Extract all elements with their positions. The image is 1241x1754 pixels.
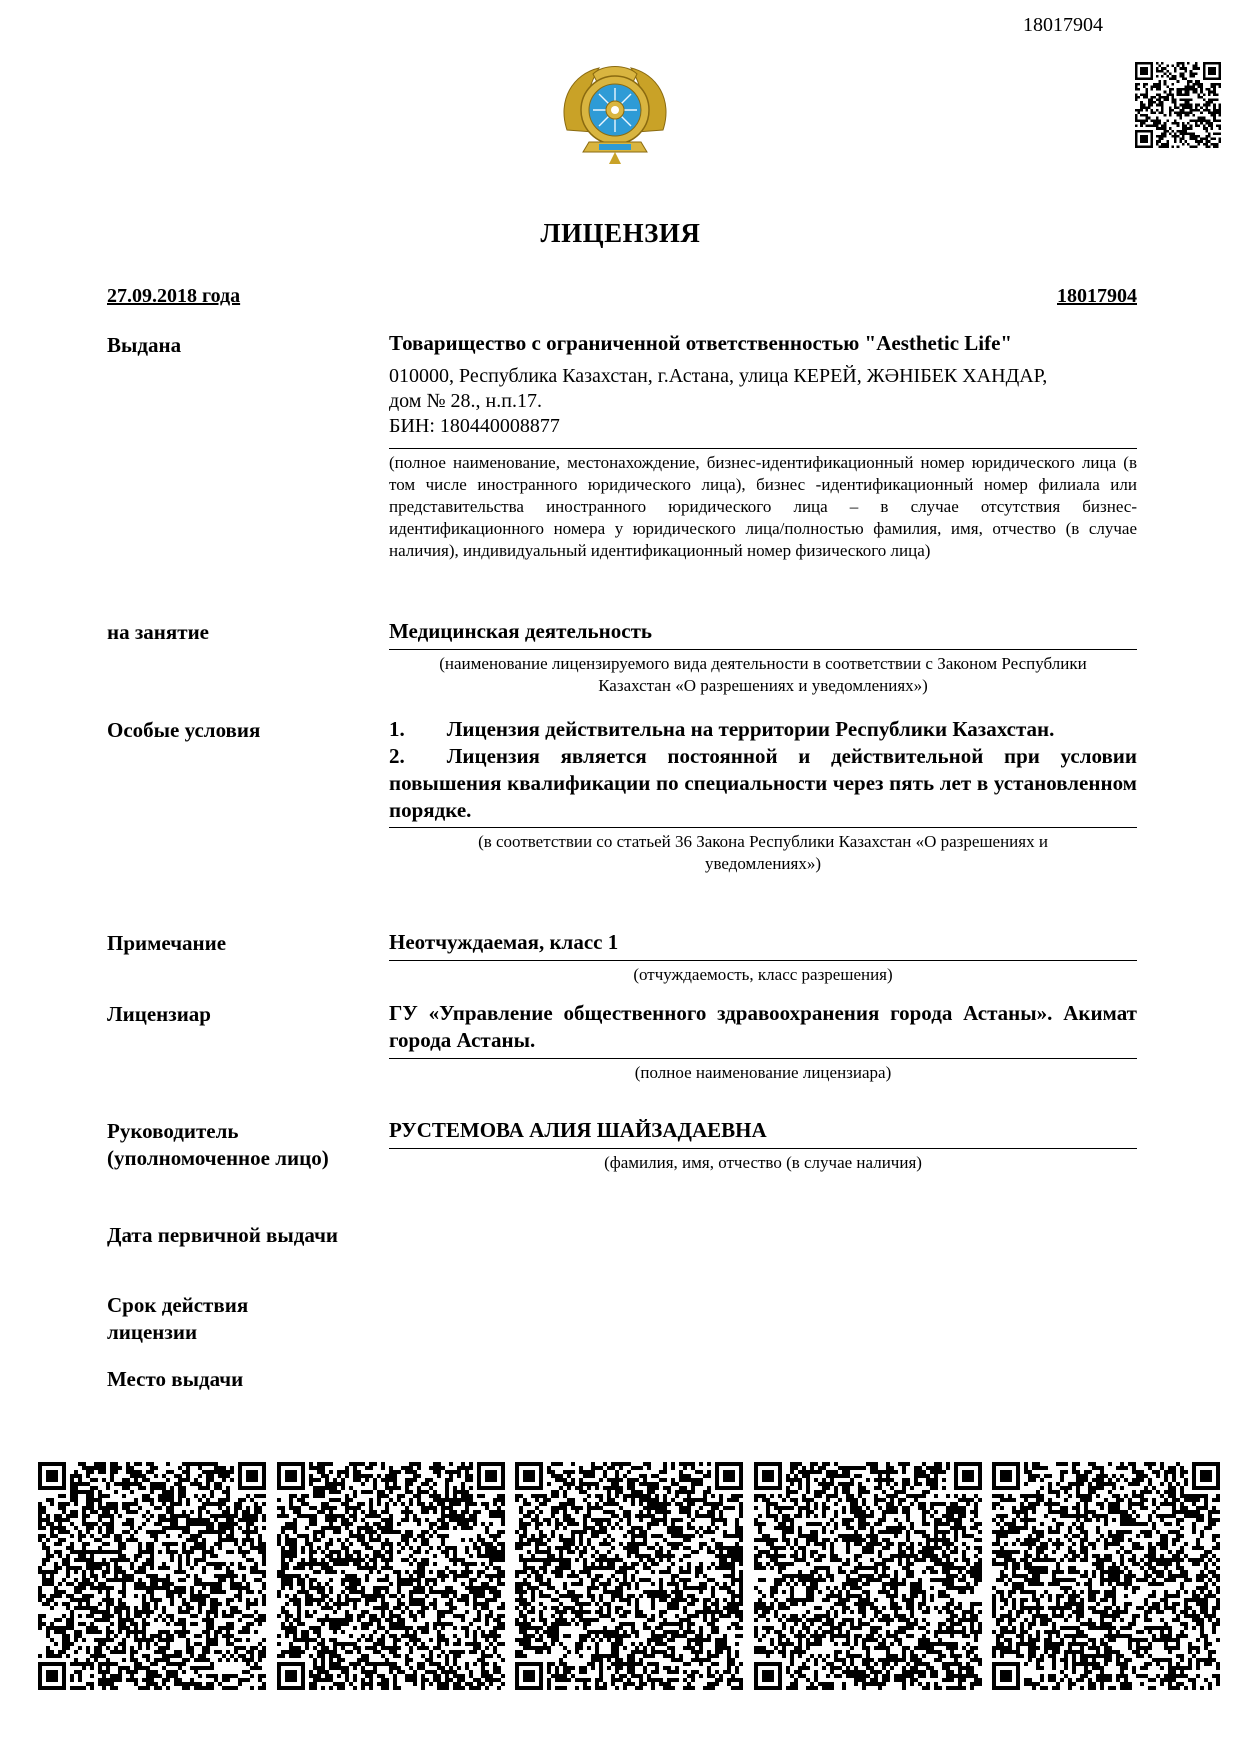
activity-section <box>389 618 1137 697</box>
licensor-label: Лицензиар <box>107 1002 211 1026</box>
head-label <box>107 1118 329 1172</box>
first-issue-label: Дата первичной выдачи <box>107 1223 339 1247</box>
company-name: Товарищество с ограниченной ответственностью "Aesthetic Life" <box>389 331 1013 355</box>
company-address-line2: дом № 28., н.п.17. <box>389 390 542 412</box>
qr-code-small <box>1135 62 1221 148</box>
company-address-line1: 010000, Республика Казахстан, г.Астана, улица КЕРЕЙ, ЖӘНІБЕК ХАНДАР, <box>389 365 1048 387</box>
conditions-section <box>389 716 1137 875</box>
qr-code-5 <box>992 1462 1220 1690</box>
head-name: РУСТЕМОВА АЛИЯ ШАЙЗАДАЕВНА <box>389 1118 767 1142</box>
remark-note: (отчуждаемость, класс разрешения) <box>633 965 893 984</box>
licensor-value: ГУ «Управление общественного здравоохранения города Астаны». Акимат города Астаны. <box>389 1001 1137 1052</box>
activity-note: (наименование лицензируемого вида деятельности в соответствии с Законом Республики Казахстан «О разрешениях и уведомлениях») <box>439 654 1087 695</box>
state-emblem-icon <box>553 60 677 168</box>
issued-note: (полное наименование, местонахождение, бизнес-идентификационный номер юридического лица (в том числе иностранного юридического лица), бизнес -идентификационный номер филиала или представительства иностранного юридического лица – в случае отсутствия бизнес-идентификационного номера у юридического лица/полностью фамилия, имя, отчество (в случае наличия), индивидуальный идентификационный номер физического лица) <box>389 453 1137 560</box>
qr-code-4 <box>754 1462 982 1690</box>
remark-value: Неотчуждаемая, класс 1 <box>389 930 619 954</box>
head-label-line1: Руководитель <box>107 1119 239 1143</box>
validity-label <box>107 1292 248 1346</box>
activity-value: Медицинская деятельность <box>389 619 652 643</box>
issued-label: Выдана <box>107 333 182 357</box>
conditions-label: Особые условия <box>107 718 261 742</box>
license-number: 18017904 <box>1057 285 1137 307</box>
remark-label: Примечание <box>107 931 227 955</box>
place-label: Место выдачи <box>107 1367 244 1391</box>
qr-code-3 <box>515 1462 743 1690</box>
head-section <box>389 1117 1137 1174</box>
validity-label-line1: Срок действия <box>107 1293 249 1317</box>
document-top-number: 18017904 <box>1023 14 1103 36</box>
head-note: (фамилия, имя, отчество (в случае наличия) <box>604 1153 922 1172</box>
validity-label-line2: лицензии <box>107 1320 198 1344</box>
activity-label: на занятие <box>107 620 209 644</box>
licensor-note: (полное наименование лицензиара) <box>634 1063 892 1082</box>
document-title: ЛИЦЕНЗИЯ <box>540 218 701 248</box>
remark-section <box>389 929 1137 986</box>
company-bin: БИН: 180440008877 <box>389 415 560 437</box>
qr-code-2 <box>277 1462 505 1690</box>
issued-section <box>389 330 1137 562</box>
issue-date: 27.09.2018 года <box>107 285 241 307</box>
head-label-line2: (уполномоченное лицо) <box>107 1146 329 1170</box>
conditions-note: (в соответствии со статьей 36 Закона Республики Казахстан «О разрешениях и уведомлениях») <box>478 832 1048 873</box>
condition-item-1: 1. Лицензия действительна на территории Республики Казахстан. <box>389 717 1055 741</box>
licensor-section <box>389 1000 1137 1084</box>
condition-item-2: 2. Лицензия является постоянной и действительной при условии повышения квалификации по специальности через пять лет в установленном порядке. <box>389 744 1137 822</box>
qr-code-1 <box>38 1462 266 1690</box>
